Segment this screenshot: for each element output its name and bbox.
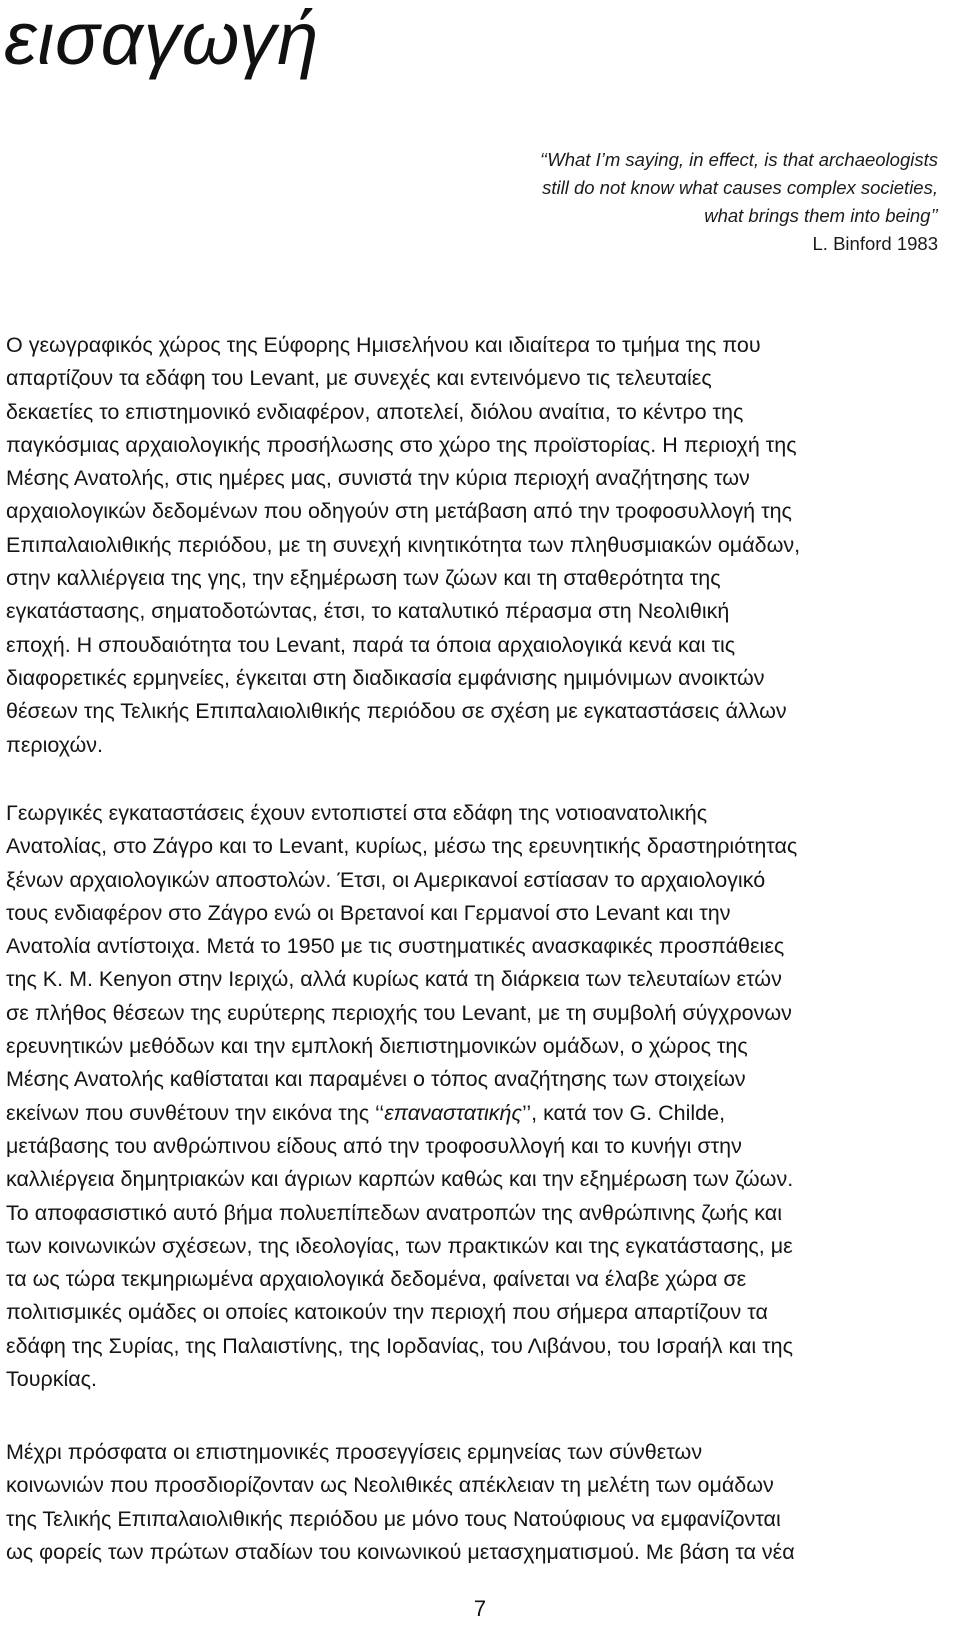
paragraph-1 [6, 329, 946, 762]
text-line: Μέχρι πρόσφατα οι επιστημονικές προσεγγίσεις ερμηνείας των σύνθετων [6, 1440, 703, 1464]
text-line: Γεωργικές εγκαταστάσεις έχουν εντοπιστεί στα εδάφη της νοτιοανατολικής [6, 801, 708, 825]
text-line: θέσεων της Τελικής Επιπαλαιολιθικής περιόδου σε σχέση με εγκαταστάσεις άλλων [6, 699, 787, 724]
text-line: εγκατάστασης, σηματοδοτώντας, έτσι, το καταλυτικό πέρασμα στη Νεολιθική [6, 599, 730, 624]
text-line: της Κ. Μ. Kenyon στην Ιεριχώ, αλλά κυρίως κατά τη διάρκεια των τελευταίων ετών [6, 967, 782, 992]
text-line: Ο γεωγραφικός χώρος της Εύφορης Ημισελήνου και ιδιαίτερα το τμήμα της που [6, 333, 761, 357]
text-line: της Τελικής Επιπαλαιολιθικής περιόδου με μόνο τους Νατούφιους να εμφανίζονται [6, 1506, 781, 1531]
text-line: εποχή. Η σπουδαιότητα του Levant, παρά τα όποια αρχαιολογικά κενά και τις [6, 632, 736, 657]
text-line-with-emphasis [6, 1097, 946, 1130]
text-line: εδάφη της Συρίας, της Παλαιστίνης, της Ιορδανίας, του Λιβάνου, του Ισραήλ και της [6, 1333, 793, 1358]
text-line: τους ενδιαφέρον στο Ζάγρο ενώ οι Βρετανοί και Γερμανοί στο Levant και την [6, 900, 731, 925]
text-line: Ανατολία αντίστοιχα. Μετά το 1950 με τις συστηματικές ανασκαφικές προσπάθειες [6, 934, 785, 959]
paragraph-3 [6, 1436, 946, 1569]
text-line: μετάβασης του ανθρώπινου είδους από την τροφοσυλλογή και το κυνήγι στην [6, 1133, 742, 1158]
text-line: κοινωνιών που προσδιορίζονταν ως Νεολιθικές απέκλειαν τη μελέτη των ομάδων [6, 1473, 774, 1498]
text-line: των κοινωνικών σχέσεων, της ιδεολογίας, των πρακτικών και της εγκατάστασης, με [6, 1233, 793, 1258]
text-line: Τουρκίας. [6, 1367, 98, 1392]
text-line: περιοχών. [6, 732, 104, 757]
text-line: αρχαιολογικών δεδομένων που οδηγούν στη μετάβαση από την τροφοσυλλογή της [6, 499, 792, 524]
epigraph-quote [418, 146, 938, 258]
epigraph-line: still do not know what causes complex societies, [542, 177, 938, 198]
chapter-title: εισαγωγή [4, 0, 320, 80]
text-line: καλλιέργεια δημητριακών και άγριων καρπών καθώς και την εξημέρωση των ζώων. [6, 1167, 794, 1192]
text-line: Το αποφασιστικό αυτό βήμα πολυεπίπεδων ανατροπών της ανθρώπινης ζωής και [6, 1200, 783, 1225]
text-segment: εκείνων που συνθέτουν την εικόνα της ‘‘ [6, 1100, 385, 1125]
text-segment: ’’, κατά τον G. Childe, [521, 1100, 726, 1125]
text-line: τα ως τώρα τεκμηριωμένα αρχαιολογικά δεδομένα, φαίνεται να έλαβε χώρα σε [6, 1267, 747, 1292]
text-line: ως φορείς των πρώτων σταδίων του κοινωνικού μετασχηματισμού. Με βάση τα νέα [6, 1539, 795, 1564]
epigraph-line: what brings them into being’’ [704, 205, 938, 226]
text-line: στην καλλιέργεια της γης, την εξημέρωση των ζώων και τη σταθερότητα της [6, 566, 721, 591]
emphasized-term: επαναστατικής [384, 1100, 522, 1125]
text-line: Μέσης Ανατολής καθίσταται και παραμένει ο τόπος αναζήτησης των στοιχείων [6, 1067, 746, 1092]
text-line: διαφορετικές ερμηνείες, έγκειται στη διαδικασία εμφάνισης ημιμόνιμων ανοικτών [6, 665, 765, 690]
text-line: ξένων αρχαιολογικών αποστολών. Έτσι, οι Αμερικανοί εστίασαν το αρχαιολογικό [6, 867, 766, 892]
text-line: Επιπαλαιολιθικής περιόδου, με τη συνεχή κινητικότητα των πληθυσμιακών ομάδων, [6, 532, 801, 557]
text-line: δεκαετίες το επιστημονικό ενδιαφέρον, αποτελεί, διόλου αναίτια, το κέντρο της [6, 399, 744, 424]
epigraph-line: ‘‘What I’m saying, in effect, is that archaeologists [539, 149, 938, 170]
page-number: 7 [473, 1596, 487, 1621]
text-line: παγκόσμιας αρχαιολογικής προσήλωσης στο χώρο της προϊστορίας. Η περιοχή της [6, 432, 797, 457]
text-line: Μέσης Ανατολής, στις ημέρες μας, συνιστά την κύρια περιοχή αναζήτησης των [6, 466, 750, 491]
text-line: σε πλήθος θέσεων της ευρύτερης περιοχής του Levant, με τη συμβολή σύγχρονων [6, 1000, 792, 1025]
text-line: απαρτίζουν τα εδάφη του Levant, με συνεχές και εντεινόμενο τις τελευταίες [6, 366, 712, 391]
epigraph-attribution: L. Binford 1983 [812, 233, 938, 254]
paragraph-2 [6, 797, 946, 1396]
text-line: Ανατολίας, στο Ζάγρο και το Levant, κυρίως, μέσω της ερευνητικής δραστηριότητας [6, 834, 798, 859]
text-line: ερευνητικών μεθόδων και την εμπλοκή διεπιστημονικών ομάδων, ο χώρος της [6, 1034, 748, 1059]
text-line: πολιτισμικές ομάδες οι οποίες κατοικούν την περιοχή που σήμερα απαρτίζουν τα [6, 1300, 768, 1325]
